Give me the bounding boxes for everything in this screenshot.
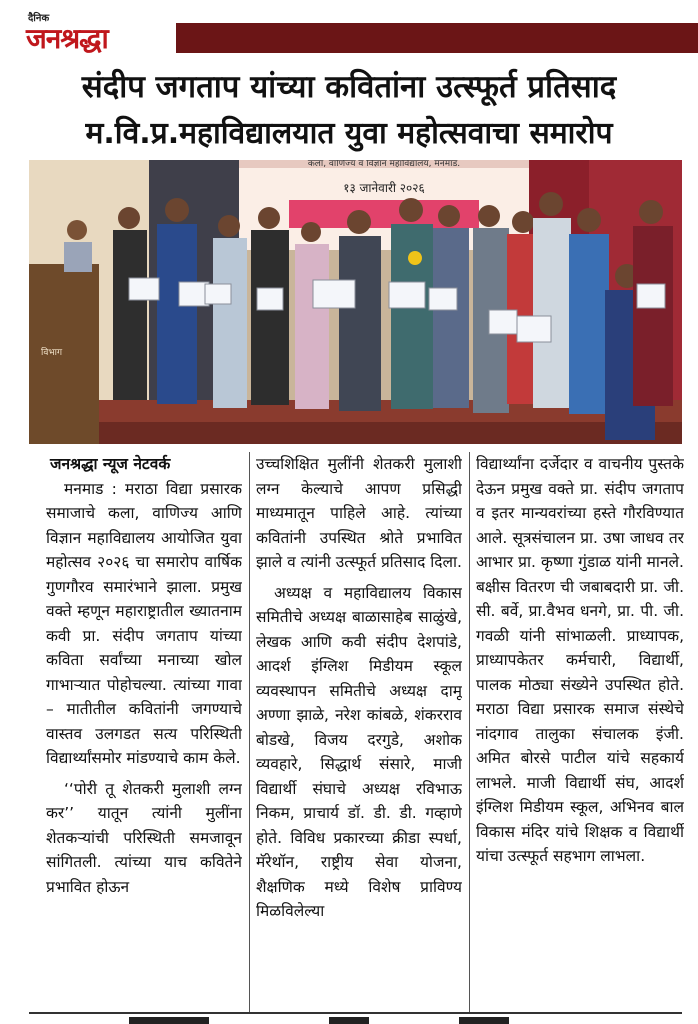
- headline-primary: संदीप जगताप यांच्या कवितांना उत्स्फूर्त प्रतिसाद: [81, 69, 617, 105]
- column-divider: [249, 452, 250, 1012]
- page-bottom-rule: [29, 1012, 682, 1014]
- article-column-1: [46, 452, 242, 1012]
- column-divider: [469, 452, 470, 1012]
- masthead-name: जनश्रद्धा: [26, 22, 108, 55]
- news-photo: [29, 160, 682, 444]
- article-column-3: [476, 452, 684, 1012]
- podium-label: विभाग: [41, 348, 63, 358]
- newspaper-logo: [26, 10, 176, 60]
- masthead-bar: [176, 23, 698, 53]
- masthead-kicker: दैनिक: [28, 13, 50, 24]
- banner-date: १३ जानेवारी २०२६: [343, 181, 425, 195]
- article-paragraph: अध्यक्ष व महाविद्यालय विकास समितीचे अध्यक्ष बाळासाहेब साळुंखे, लेखक आणि कवी संदीप देशपांडे, आदर्श इंग्लिश मिडीयम स्कूल व्यवस्थापन समितीचे अध्यक्ष दामू अण्णा झाळे, नरेश कांबळे, शंकरराव बोडखे, विजय दरगुडे, अशोक व्यवहारे, सिद्धार्थ संसारे, माजी विद्यार्थी संघाचे अध्यक्ष रविभाऊ निकम, प्राचार्य डॉ. डी. डी. गव्हाणे होते. विविध प्रकारच्या क्रीडा स्पर्धा, मॅरेथॉन, राष्ट्रीय सेवा योजना, शैक्षणिक मध्ये विशेष प्राविण्य मिळविलेल्या: [256, 583, 462, 920]
- article-paragraph: ‘‘पोरी तू शेतकरी मुलाशी लग्न कर’’ यातून त्यांनी मुलींना शेतकऱ्यांची परिस्थिती समजावून सांगितली. त्यांच्या याच कवितेने प्रभावित होऊन: [46, 779, 242, 896]
- article-paragraph: उच्चशिक्षित मुलींनी शेतकरी मुलाशी लग्न केल्याचे आपण प्रसिद्धी माध्यमातून पाहिले आहे. त्यांच्या कवितांनी उपस्थित श्रोते प्रभावित झाले व त्यांनी उत्स्फूर्त प्रतिसाद दिला.: [256, 455, 462, 571]
- article-paragraph: विद्यार्थ्यांना दर्जेदार व वाचनीय पुस्तके देऊन प्रमुख वक्ते प्रा. संदीप जगताप व इतर मान्यवरांच्या हस्ते गौरविण्यात आले. सूत्रसंचालन प्रा. उषा जाधव तर आभार प्रा. कृष्णा गुंडाळ यांनी मानले. बक्षीस वितरण ची जबाबदारी प्रा. जी. सी. बर्वे, प्रा.वैभव धनगे, प्रा. पी. जी. गवळी यांनी सांभाळली. प्राध्यापक, प्राध्यापकेतर कर्मचारी, विद्यार्थी, पालक मोठ्या संख्येने उपस्थित होते. मराठा विद्या प्रसारक समाज संस्थेचे नांदगाव तालुका संचालक इंजी. अमित बोरसे पाटील यांचे सहकार्य लाभले. माजी विद्यार्थी संघ, आदर्श इंग्लिश मिडीयम स्कूल, अभिनव बाल विकास मंदिर यांचे शिक्षक व विद्यार्थी यांचा उत्स्फूर्त सहभाग लाभला.: [476, 455, 684, 865]
- headline-secondary: म.वि.प्र.महाविद्यालयात युवा महोत्सवाचा समारोप: [85, 116, 613, 151]
- masthead: [0, 0, 698, 62]
- banner-college: कला, वाणिज्य व विज्ञान महाविद्यालय, मनमाड.: [307, 160, 461, 169]
- group-photo-illustration: [29, 160, 682, 444]
- article-column-2: [256, 452, 462, 1012]
- article-paragraph: मनमाड : मराठा विद्या प्रसारक समाजाचे कला, वाणिज्य आणि विज्ञान महाविद्यालय आयोजित युवा महोत्सव २०२६ चा समारोप वार्षिक गुणगौरव समारंभाने झाला. प्रमुख वक्ते म्हणून महाराष्ट्रातील ख्यातनाम कवी प्रा. संदीप जगताप यांच्या कविता सर्वांच्या मनाच्या खोल गाभाऱ्यात पोहोचल्या. त्यांच्या गावा – मातीतील कवितांनी जगण्याचे वास्तव उलगडत सत्य परिस्थिती विद्यार्थ्यांसमोर मांडण्याचे काम केले.: [46, 479, 242, 767]
- article-body: [0, 452, 698, 1012]
- article-byline: जनश्रद्धा न्यूज नेटवर्क: [50, 455, 171, 473]
- next-article-cutoff: [29, 1015, 682, 1024]
